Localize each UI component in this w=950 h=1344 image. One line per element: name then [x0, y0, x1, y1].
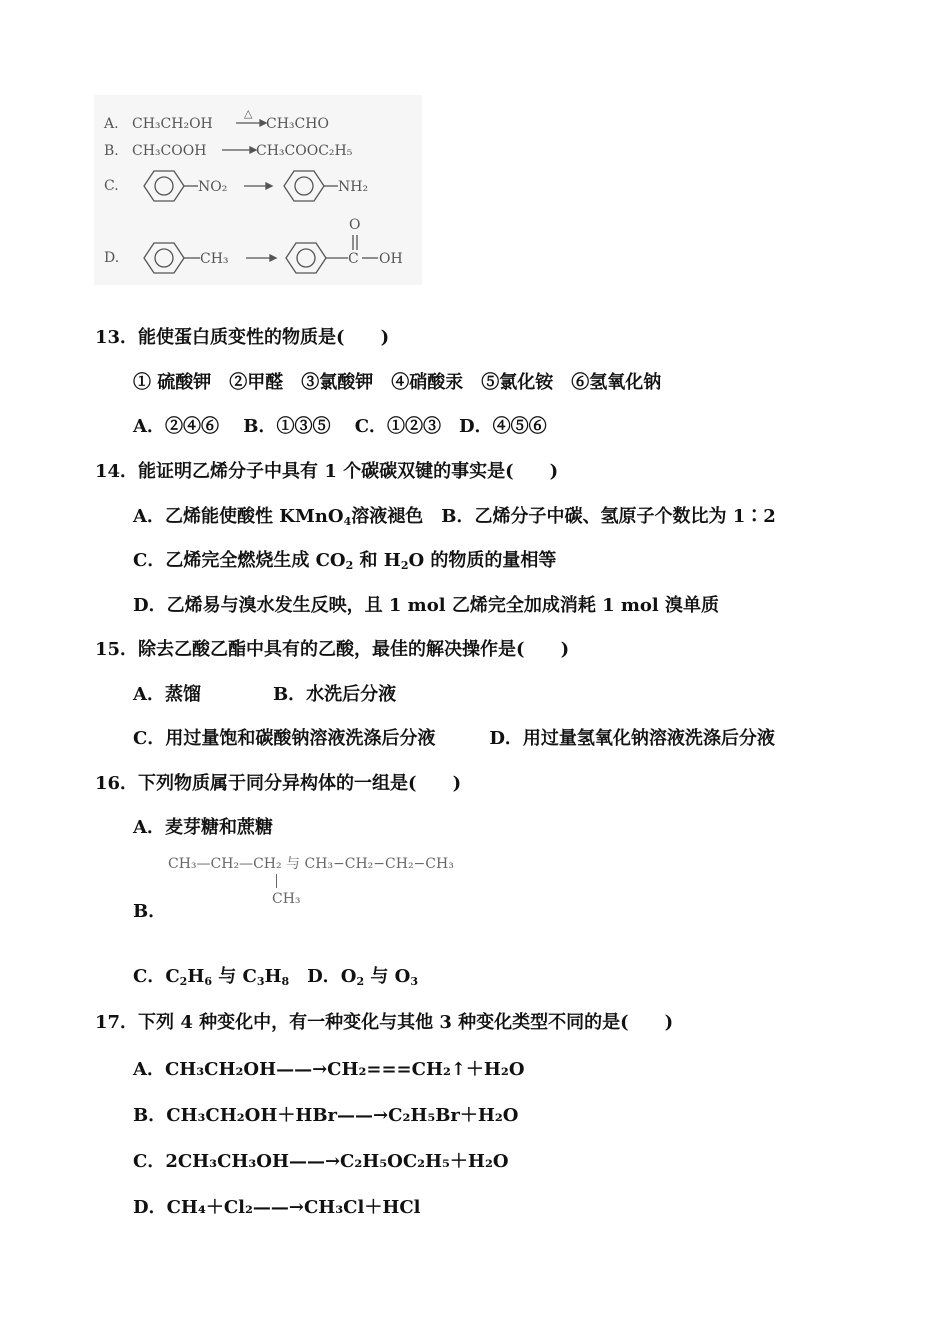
q16-d-s1: 2: [356, 975, 365, 988]
benzene-ring-inner-icon: [297, 249, 315, 267]
fig-label-a: A.: [104, 116, 119, 132]
fig-b-product: CH₃COOC₂H₅: [256, 143, 353, 159]
fig-label-b: B.: [104, 143, 119, 159]
q14-a-pre: A．乙烯能使酸性 KMnO: [133, 506, 344, 527]
question-14-stem: 14．能证明乙烯分子中具有 1 个碳碳双键的事实是( ): [95, 461, 559, 482]
question-16-stem: 16．下列物质属于同分异构体的一组是( ): [95, 773, 462, 794]
q14-a-post: 溶液褪色 B．乙烯分子中碳、氢原子个数比为 1∶2: [351, 506, 776, 527]
q14-c-post: O 的物质的量相等: [408, 550, 557, 571]
q14-c-mid: 和 H: [353, 550, 401, 571]
q16-c-m3: H: [264, 966, 282, 987]
question-13-stem: 13．能使蛋白质变性的物质是( ): [95, 327, 390, 348]
fig-a-condition: △: [244, 107, 253, 120]
question-17-option-a: A．CH₃CH₂OH——→CH₂===CH₂↑＋H₂O: [133, 1059, 525, 1080]
question-17-option-d: D．CH₄＋Cl₂——→CH₃Cl＋HCl: [133, 1197, 421, 1218]
question-17-option-c: C．2CH₃CH₃OH——→C₂H₅OC₂H₅＋H₂O: [133, 1151, 509, 1172]
q14-a-sub: 4: [343, 515, 352, 528]
question-14-option-a-b: [133, 502, 776, 528]
question-16-option-b-formula: CH₃—CH₂—CH₂ 与 CH₃−CH₂−CH₂−CH₃: [168, 856, 454, 872]
fig-c-substituent2: NH₂: [338, 179, 369, 195]
question-16-branch-bond: [276, 874, 277, 888]
question-16-option-a: A．麦芽糖和蔗糖: [133, 817, 273, 838]
fig-a-product: CH₃CHO: [266, 116, 329, 132]
q16-c-m2: 与 C: [211, 966, 257, 987]
q16-c-s3: 3: [256, 975, 265, 988]
question-17-stem: 17．下列 4 种变化中，有一种变化与其他 3 种变化类型不同的是( ): [95, 1012, 674, 1033]
q16-d-s2: 3: [410, 975, 418, 988]
q16-d-m1: 与 O: [364, 966, 411, 987]
benzene-ring-icon: [286, 243, 326, 273]
question-17-option-b: B．CH₃CH₂OH＋HBr——→C₂H₅Br＋H₂O: [133, 1105, 519, 1126]
q16-c-m1: H: [187, 966, 205, 987]
fig-d-substituent1: CH₃: [200, 251, 229, 267]
q16-c-s4: 8: [281, 975, 290, 988]
fig-d-hydroxyl: OH: [379, 251, 403, 267]
question-13-items: ① 硫酸钾 ②甲醛 ③氯酸钾 ④硝酸汞 ⑤氯化铵 ⑥氢氧化钠: [133, 372, 662, 393]
q16-d-pre: D．O: [289, 966, 357, 987]
fig-c-arrowhead: [266, 183, 272, 189]
question-16-branch-methyl: CH₃: [272, 891, 301, 907]
question-13-options: A．②④⑥ B．①③⑤ C．①②③ D．④⑤⑥: [133, 416, 547, 437]
fig-d-arrowhead: [270, 255, 276, 261]
benzene-ring-inner-icon: [155, 177, 173, 195]
question-15-stem: 15．除去乙酸乙酯中具有的乙酸，最佳的解决操作是( ): [95, 639, 570, 660]
benzene-ring-icon: [284, 171, 324, 201]
question-15-options-ab: A．蒸馏 B．水洗后分液: [133, 684, 397, 705]
fig-label-c: C.: [104, 178, 119, 194]
q14-c-pre: C．乙烯完全燃烧生成 CO: [133, 550, 346, 571]
question-16-options-cd: [133, 962, 418, 988]
fig-d-carbon: C: [348, 251, 359, 267]
q16-c-s2: 6: [204, 975, 212, 988]
benzene-ring-icon: [144, 243, 184, 273]
question-14-option-d: D．乙烯易与溴水发生反映，且 1 mol 乙烯完全加成消耗 1 mol 溴单质: [133, 595, 720, 616]
benzene-ring-icon: [144, 171, 184, 201]
question-16-option-b-label: B．: [133, 901, 167, 922]
q14-c-sub1: 2: [345, 559, 354, 572]
reaction-options-figure: [94, 95, 422, 285]
question-15-options-cd: C．用过量饱和碳酸钠溶液洗涤后分液 D．用过量氢氧化钠溶液洗涤后分液: [133, 728, 775, 749]
q14-c-sub2: 2: [400, 559, 409, 572]
fig-b-reactant: CH₃COOH: [132, 143, 207, 159]
benzene-ring-inner-icon: [155, 249, 173, 267]
fig-d-oxygen: O: [349, 217, 361, 233]
fig-a-reactant: CH₃CH₂OH: [132, 116, 213, 132]
benzene-ring-inner-icon: [295, 177, 313, 195]
fig-label-d: D.: [104, 250, 120, 266]
fig-c-substituent1: NO₂: [198, 179, 228, 195]
q16-c-pre: C．C: [133, 966, 180, 987]
question-14-option-c: [133, 546, 556, 572]
q16-c-s1: 2: [179, 975, 188, 988]
